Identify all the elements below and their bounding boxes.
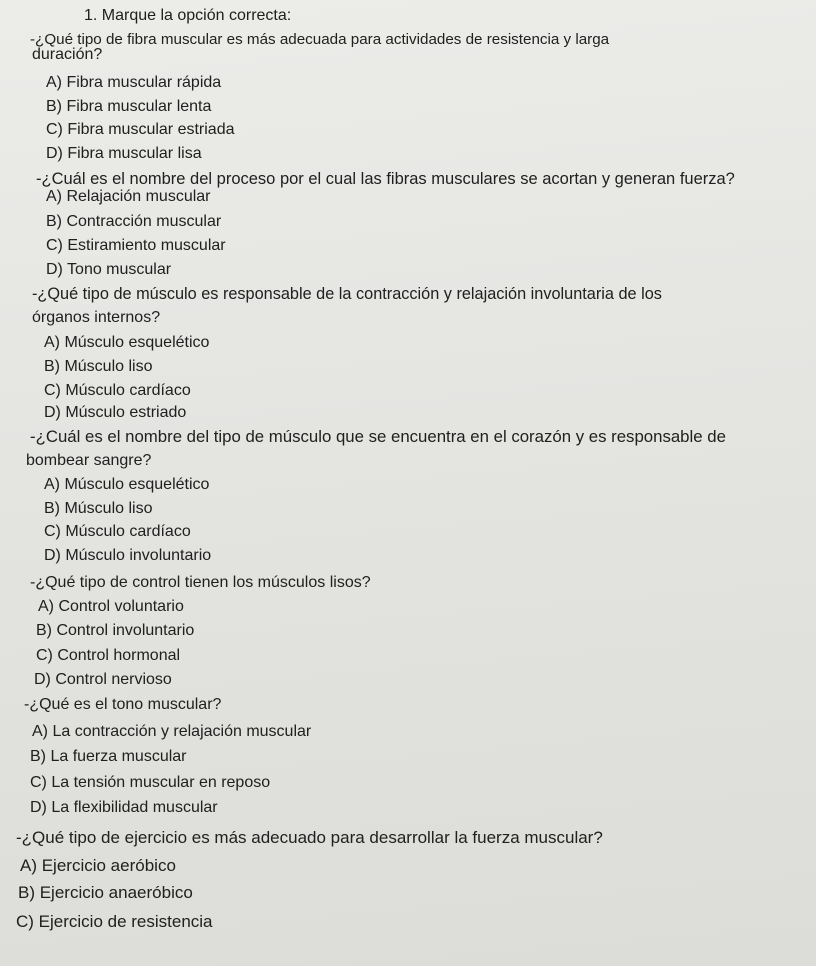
question-1-option-d: D) Fibra muscular lisa — [46, 145, 202, 162]
question-4-text-line-1: -¿Cuál es el nombre del tipo de músculo que se encuentra en el corazón y es responsable de — [30, 427, 726, 446]
question-3-option-b: B) Músculo liso — [44, 358, 153, 375]
question-7-option-c: C) Ejercicio de resistencia — [16, 912, 213, 931]
question-3-option-c: C) Músculo cardíaco — [44, 382, 191, 399]
question-3-option-d: D) Músculo estriado — [44, 404, 187, 421]
question-5-option-c: C) Control hormonal — [36, 647, 181, 664]
question-6-option-c: C) La tensión muscular en reposo — [30, 774, 271, 791]
question-5-option-d: D) Control nervioso — [34, 671, 172, 688]
question-4-option-b: B) Músculo liso — [44, 500, 153, 517]
question-7-option-b: B) Ejercicio anaeróbico — [18, 883, 193, 902]
question-2-option-b: B) Contracción muscular — [46, 213, 222, 230]
question-6-option-a: A) La contracción y relajación muscular — [32, 723, 312, 740]
question-2-option-c: C) Estiramiento muscular — [46, 237, 226, 254]
question-6-option-d: D) La flexibilidad muscular — [30, 799, 218, 816]
question-2-option-a: A) Relajación muscular — [46, 188, 211, 205]
question-4-option-c: C) Músculo cardíaco — [44, 523, 191, 540]
question-3-option-a: A) Músculo esquelético — [44, 334, 210, 351]
question-3-text-line-1: -¿Qué tipo de músculo es responsable de la contracción y relajación involuntaria de los — [32, 285, 662, 303]
question-3-text-line-2: órganos internos? — [32, 309, 161, 326]
question-2-text: -¿Cuál es el nombre del proceso por el cual las fibras musculares se acortan y generan fuerza? — [36, 170, 735, 188]
question-7-option-a: A) Ejercicio aeróbico — [20, 856, 176, 875]
worksheet-title: 1. Marque la opción correcta: — [84, 7, 292, 24]
question-7-text: -¿Qué tipo de ejercicio es más adecuado para desarrollar la fuerza muscular? — [16, 828, 603, 847]
question-1-text-line-2: duración? — [32, 46, 103, 63]
question-1-option-c: C) Fibra muscular estriada — [46, 121, 235, 138]
question-5-text: -¿Qué tipo de control tienen los músculos lisos? — [30, 574, 371, 591]
question-5-option-b: B) Control involuntario — [36, 622, 195, 639]
question-6-text: -¿Qué es el tono muscular? — [24, 696, 222, 713]
question-5-option-a: A) Control voluntario — [38, 598, 184, 615]
question-4-option-a: A) Músculo esquelético — [44, 476, 210, 493]
question-2-option-d: D) Tono muscular — [46, 261, 172, 278]
question-4-option-d: D) Músculo involuntario — [44, 547, 212, 564]
question-1-option-a: A) Fibra muscular rápida — [46, 74, 222, 91]
question-1-text-line-1: -¿Qué tipo de fibra muscular es más adecuada para actividades de resistencia y larga — [30, 31, 610, 48]
question-6-option-b: B) La fuerza muscular — [30, 748, 187, 765]
question-4-text-line-2: bombear sangre? — [26, 452, 152, 469]
question-1-option-b: B) Fibra muscular lenta — [46, 98, 212, 115]
